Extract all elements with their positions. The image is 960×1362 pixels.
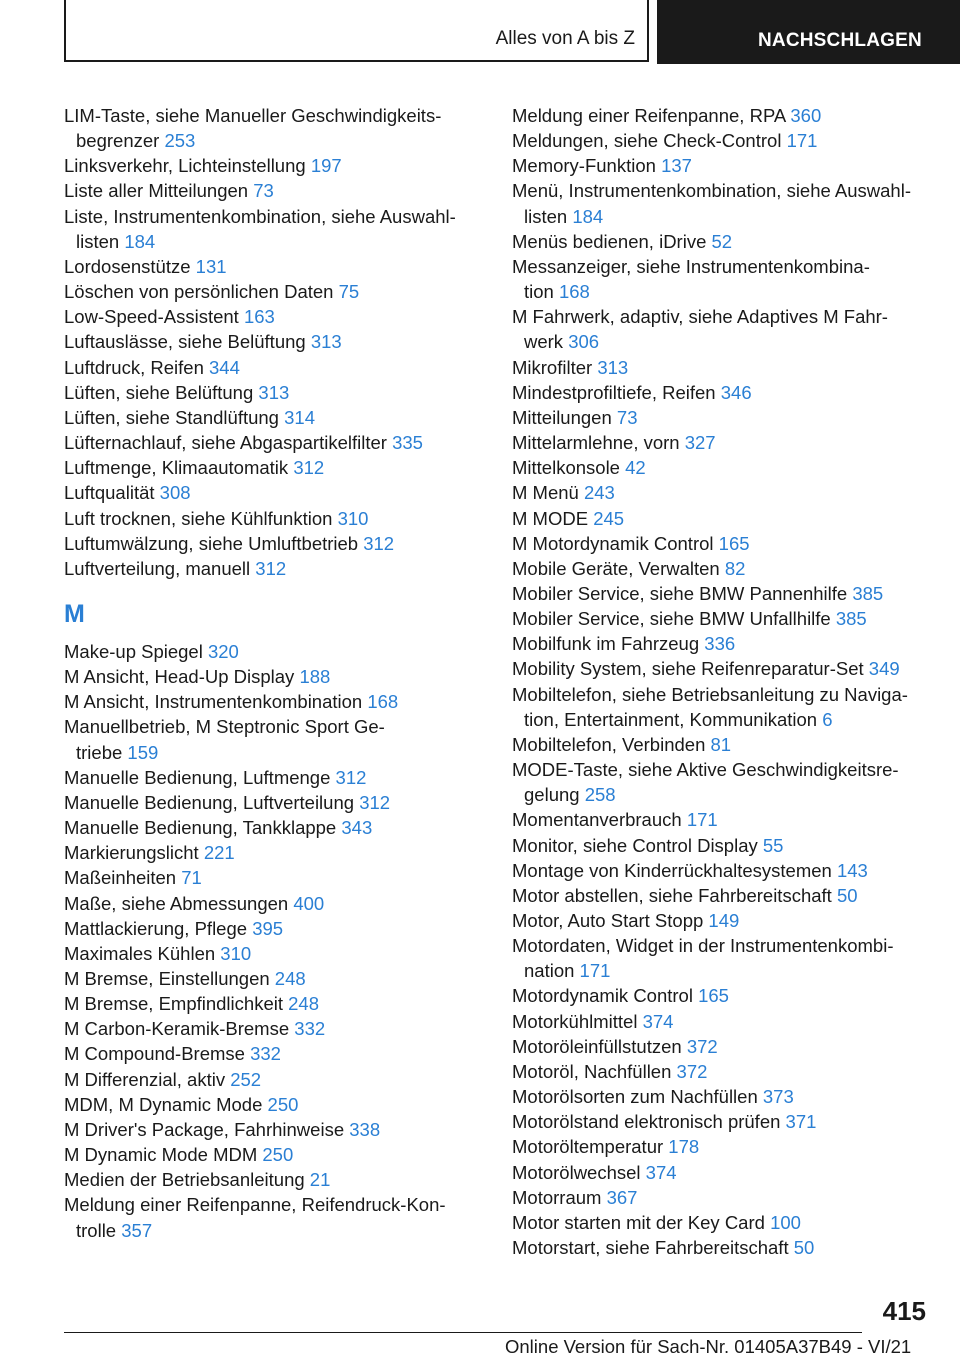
index-entry-text: LIM-Taste, siehe Manueller Geschwindigkeits- — [64, 105, 442, 126]
index-entry-text: Messanzeiger, siehe Instrumentenkombina- — [512, 255, 870, 277]
index-entry — [64, 531, 484, 556]
page-reference-link[interactable]: 395 — [252, 917, 284, 939]
footer-online-version: Online Version für Sach-Nr. 01405A37B49 - VI/21 — [505, 1336, 912, 1357]
index-entry-text: begrenzer — [76, 130, 165, 152]
index-entry-text: Mattlackierung, Pflege — [64, 917, 253, 939]
index-entry-text: Motoröleinfüllstutzen — [512, 1035, 687, 1057]
index-entry-text: Motor, Auto Start Stopp — [512, 910, 709, 931]
index-entry-text: Make-up Spiegel — [64, 640, 208, 662]
index-entry-text: Manuelle Bedienung, Tankklappe — [64, 817, 342, 839]
page-reference-link[interactable]: 360 — [790, 105, 822, 126]
page-reference-link[interactable]: 168 — [367, 691, 399, 713]
index-entry — [512, 455, 932, 480]
index-entry — [512, 1235, 932, 1260]
page-reference-link[interactable]: 163 — [243, 306, 275, 328]
page-reference-link[interactable]: 346 — [720, 381, 752, 403]
page-reference-link[interactable]: 248 — [288, 993, 319, 1015]
index-entry-text: Maße, siehe Abmessungen — [64, 892, 294, 914]
index-entry — [64, 405, 484, 430]
page-reference-link[interactable]: 371 — [785, 1111, 817, 1133]
page-reference-link[interactable]: 71 — [181, 867, 202, 889]
page-reference-link[interactable]: 372 — [676, 1060, 708, 1082]
index-entry — [512, 757, 932, 807]
index-entry — [64, 304, 484, 329]
index-entry — [64, 480, 484, 505]
index-entry-text: Linksverkehr, Lichteinstellung — [64, 155, 311, 177]
index-entry-text: Mobile Geräte, Verwalten — [512, 557, 725, 579]
page-reference-link[interactable]: 55 — [762, 834, 784, 856]
page-reference-link[interactable]: 137 — [661, 155, 692, 177]
page-reference-link[interactable]: 374 — [642, 1010, 674, 1032]
page-reference-link[interactable]: 184 — [124, 230, 156, 252]
index-entry-text: Motorstart, siehe Fahrbereitschaft — [512, 1237, 794, 1259]
index-entry-text: M Compound-Bremse — [64, 1043, 251, 1065]
page-reference-link[interactable]: 42 — [625, 457, 646, 479]
index-entry-text: M MODE — [512, 507, 594, 529]
header-title-box — [64, 0, 649, 62]
page-reference-link[interactable]: 73 — [616, 406, 638, 428]
index-entry — [64, 790, 484, 815]
index-entry-text: Manuelle Bedienung, Luftverteilung — [64, 791, 360, 813]
footer-divider — [64, 1332, 862, 1333]
index-entry — [64, 815, 484, 840]
index-entry — [512, 581, 932, 606]
index-entry — [512, 480, 932, 505]
index-entry-text: M Differenzial, aktiv — [64, 1068, 231, 1090]
index-entry-text: tion — [524, 281, 559, 303]
index-entry — [512, 556, 932, 581]
index-entry-text: nation — [524, 960, 580, 982]
page-reference-link[interactable]: 400 — [293, 892, 325, 914]
index-entry-text: Luft trocknen, siehe Kühlfunktion — [64, 507, 338, 529]
page-number: 415 — [882, 1296, 926, 1326]
index-entry — [64, 455, 484, 480]
index-entry — [64, 966, 484, 991]
index-entry — [512, 908, 932, 933]
index-entry — [64, 1041, 484, 1066]
index-entry-text: MODE-Taste, siehe Aktive Geschwindigkeitsre- — [512, 759, 899, 781]
index-entry-text: Motordynamik Control — [512, 985, 699, 1007]
index-entry — [64, 991, 484, 1016]
index-entry-text: Luftauslässe, siehe Belüftung — [64, 331, 311, 353]
page-reference-link[interactable]: 327 — [684, 432, 716, 454]
index-entry-text: Luftmenge, Klimaautomatik — [64, 457, 294, 479]
index-entry — [64, 380, 484, 405]
index-entry — [64, 639, 484, 664]
page-reference-link[interactable]: 310 — [220, 942, 252, 964]
index-entry — [512, 1160, 932, 1185]
index-entry-text: M Bremse, Empfindlichkeit — [64, 993, 289, 1015]
index-entry — [64, 153, 484, 178]
index-entry-text: werk — [524, 331, 569, 353]
index-entry-text: M Dynamic Mode MDM — [64, 1144, 263, 1166]
page-reference-link[interactable]: 50 — [836, 884, 858, 906]
index-entry-text: Motorölsorten zum Nachfüllen — [512, 1086, 763, 1108]
page-reference-link[interactable]: 52 — [711, 230, 733, 252]
page-reference-link[interactable]: 81 — [710, 733, 732, 755]
index-entry-text: Maximales Kühlen — [64, 942, 221, 964]
index-entry — [512, 606, 932, 631]
page-reference-link[interactable]: 385 — [852, 582, 884, 604]
index-entry-text: Mittelkonsole — [512, 457, 626, 479]
page-reference-link[interactable]: 344 — [209, 356, 240, 378]
page-reference-link[interactable]: 343 — [341, 817, 373, 839]
index-entry — [64, 916, 484, 941]
index-entry-text: MDM, M Dynamic Mode — [64, 1093, 268, 1115]
index-entry — [512, 807, 932, 832]
index-entry-text: Montage von Kinderrückhaltesystemen — [512, 859, 837, 881]
index-entry — [512, 506, 932, 531]
index-entry-text: Menü, Instrumentenkombination, siehe Auswahl- — [512, 180, 911, 202]
index-entry-text: Mindestprofiltiefe, Reifen — [512, 381, 721, 403]
page-reference-link[interactable]: 50 — [793, 1237, 815, 1259]
index-entry-text: Low-Speed-Assistent — [64, 306, 244, 328]
index-entry — [512, 883, 932, 908]
index-entry — [64, 1067, 484, 1092]
index-entry — [512, 355, 932, 380]
index-entry-text: Motor starten mit der Key Card — [512, 1211, 771, 1233]
page-reference-link[interactable]: 349 — [868, 658, 900, 680]
page-reference-link[interactable]: 312 — [255, 557, 287, 579]
index-entry — [512, 933, 932, 983]
page-reference-link[interactable]: 82 — [724, 557, 746, 579]
page-reference-link[interactable]: 373 — [762, 1086, 794, 1108]
index-entry-text: Mobilfunk im Fahrzeug — [512, 633, 705, 655]
index-entry — [512, 1134, 932, 1159]
index-entry-text: Mobiler Service, siehe BMW Pannenhilfe — [512, 582, 853, 604]
page-reference-link[interactable]: 310 — [337, 507, 369, 529]
index-entry-text: Lüften, siehe Standlüftung — [64, 406, 285, 428]
page-reference-link[interactable]: 73 — [253, 180, 274, 202]
index-entry — [512, 254, 932, 304]
page-reference-link[interactable]: 332 — [250, 1043, 281, 1065]
page-reference-link[interactable]: 188 — [299, 666, 331, 688]
index-entry — [64, 279, 484, 304]
page-reference-link[interactable]: 250 — [262, 1144, 294, 1166]
index-entry-text: M Driver's Package, Fahrhinweise — [64, 1118, 350, 1140]
page-reference-link[interactable]: 313 — [597, 356, 629, 378]
page-reference-link[interactable]: 320 — [207, 640, 239, 662]
page-reference-link[interactable]: 252 — [230, 1068, 262, 1090]
index-entry-text: M Ansicht, Head-Up Display — [64, 666, 300, 688]
index-entry — [64, 355, 484, 380]
index-entry-text: Manuelle Bedienung, Luftmenge — [64, 766, 336, 788]
index-entry-text: Luftdruck, Reifen — [64, 356, 209, 378]
index-entry-text: Medien der Betriebsanleitung — [64, 1169, 310, 1191]
index-entry — [64, 254, 484, 279]
index-entry-text: Motorölstand elektronisch prüfen — [512, 1111, 786, 1133]
page-reference-link[interactable]: 313 — [258, 381, 290, 403]
index-entry-text: Meldung einer Reifenpanne, RPA — [512, 105, 791, 126]
index-entry — [512, 1185, 932, 1210]
index-entry-text: Meldungen, siehe Check-Control — [512, 130, 787, 152]
page-reference-link[interactable]: 312 — [359, 791, 391, 813]
index-entry — [64, 840, 484, 865]
page-reference-link[interactable]: 171 — [579, 960, 611, 982]
index-entry-text: Luftverteilung, manuell — [64, 557, 256, 579]
index-entry-text: listen — [76, 230, 125, 252]
page-reference-link[interactable]: 100 — [770, 1211, 801, 1233]
page-reference-link[interactable]: 178 — [668, 1136, 700, 1158]
index-entry — [64, 556, 484, 581]
page-reference-link[interactable]: 336 — [704, 633, 736, 655]
page-reference-link[interactable]: 75 — [338, 281, 360, 303]
index-entry-text: listen — [524, 205, 573, 227]
index-entry — [64, 714, 484, 764]
page-reference-link[interactable]: 312 — [293, 457, 325, 479]
page-reference-link[interactable]: 314 — [284, 406, 315, 428]
index-entry — [64, 1167, 484, 1192]
index-entry — [512, 531, 932, 556]
index-entry — [512, 178, 932, 228]
index-entry-text: Motorölwechsel — [512, 1161, 646, 1183]
index-entry — [64, 765, 484, 790]
index-entry-text: Motor abstellen, siehe Fahrbereitschaft — [512, 884, 837, 906]
page-reference-link[interactable]: 159 — [127, 741, 159, 763]
index-entry-text: Mobility System, siehe Reifenreparatur-Set — [512, 658, 869, 680]
index-entry — [64, 506, 484, 531]
index-entry — [512, 380, 932, 405]
index-entry — [64, 1016, 484, 1041]
page-reference-link[interactable]: 312 — [363, 532, 395, 554]
index-entry — [512, 229, 932, 254]
page-reference-link[interactable]: 184 — [572, 205, 604, 227]
index-entry-text: Mobiler Service, siehe BMW Unfallhilfe — [512, 608, 836, 630]
page-reference-link[interactable]: 250 — [267, 1093, 299, 1115]
index-entry-text: Markierungslicht — [64, 842, 204, 864]
index-entry — [64, 103, 484, 153]
index-entry — [64, 329, 484, 354]
index-entry-text: M Carbon-Keramik-Bremse — [64, 1018, 295, 1040]
index-entry-text: Meldung einer Reifenpanne, Reifendruck-Kon- — [64, 1194, 446, 1216]
index-entry-text: Motorkühlmittel — [512, 1010, 643, 1032]
page-reference-link[interactable]: 21 — [309, 1169, 331, 1191]
index-entry — [512, 1109, 932, 1134]
index-entry — [512, 1059, 932, 1084]
index-entry-text: Mitteilungen — [512, 406, 617, 428]
page-reference-link[interactable]: 171 — [786, 130, 818, 152]
page-reference-link[interactable]: 335 — [392, 432, 423, 454]
index-entry-text: Monitor, siehe Control Display — [512, 834, 763, 856]
index-entry — [512, 430, 932, 455]
index-column-right — [512, 103, 932, 1260]
index-entry — [512, 631, 932, 656]
index-entry — [512, 1034, 932, 1059]
index-entry-text: M Ansicht, Instrumentenkombination — [64, 691, 368, 713]
page-reference-link[interactable]: 245 — [593, 507, 625, 529]
index-entry-text: Liste aller Mitteilungen — [64, 180, 254, 202]
index-entry — [512, 983, 932, 1008]
index-entry-text: M Motordynamik Control — [512, 532, 719, 554]
index-entry-text: Lüften, siehe Belüftung — [64, 381, 259, 403]
index-entry-text: M Menü — [512, 482, 584, 504]
page-reference-link[interactable]: 312 — [335, 766, 367, 788]
index-entry-text: gelung — [524, 784, 585, 806]
index-entry-text: M Fahrwerk, adaptiv, siehe Adaptives M Fahr- — [512, 306, 888, 328]
index-entry — [64, 664, 484, 689]
index-entry — [64, 204, 484, 254]
index-entry-text: Luftqualität — [64, 482, 160, 504]
page-reference-link[interactable]: 374 — [645, 1161, 677, 1183]
index-entry — [512, 1084, 932, 1109]
index-entry-text: Mobiltelefon, Verbinden — [512, 733, 711, 755]
page-reference-link[interactable]: 306 — [568, 331, 600, 353]
index-entry-text: trolle — [76, 1219, 122, 1241]
index-entry — [512, 1210, 932, 1235]
page-reference-link[interactable]: 221 — [203, 842, 235, 864]
index-entry-text: Luftumwälzung, siehe Umluftbetrieb — [64, 532, 364, 554]
page-reference-link[interactable]: 313 — [310, 331, 342, 353]
page-reference-link[interactable]: 131 — [195, 255, 227, 277]
letter-heading: M — [64, 599, 85, 628]
index-entries-m — [64, 639, 484, 1243]
index-entry-text: Motoröltemperatur — [512, 1136, 669, 1158]
page-reference-link[interactable]: 149 — [708, 910, 740, 931]
index-column-left — [64, 103, 484, 1243]
index-entry-text: triebe — [76, 741, 128, 763]
index-entries-m-continued — [512, 103, 932, 1260]
index-entry — [512, 858, 932, 883]
index-entry — [64, 1192, 484, 1242]
page-reference-link[interactable]: 171 — [686, 809, 718, 831]
index-entry — [64, 1142, 484, 1167]
index-entry — [64, 865, 484, 890]
index-entry — [512, 103, 932, 128]
page-reference-link[interactable]: 338 — [349, 1118, 381, 1140]
index-entry — [512, 1009, 932, 1034]
index-entry-text: Mobiltelefon, siehe Betriebsanleitung zu Naviga- — [512, 683, 908, 705]
page-reference-link[interactable]: 168 — [558, 281, 590, 303]
index-entry — [512, 405, 932, 430]
index-entry — [512, 732, 932, 757]
page-reference-link[interactable]: 357 — [121, 1219, 153, 1241]
index-entry — [64, 430, 484, 455]
index-entry-text: Lüfternachlauf, siehe Abgaspartikelfilter — [64, 432, 393, 454]
index-entry-text: Mittelarmlehne, vorn — [512, 432, 685, 454]
index-entry-text: Lordosenstütze — [64, 255, 196, 277]
index-entry — [512, 304, 932, 354]
index-entry — [64, 689, 484, 714]
header-title: Alles von A bis Z — [495, 28, 635, 49]
index-entry-text: tion, Entertainment, Kommunikation — [524, 708, 823, 730]
index-entry — [64, 891, 484, 916]
index-entry-text: Momentanverbrauch — [512, 809, 687, 831]
page-reference-link[interactable]: 385 — [835, 608, 867, 630]
page-reference-link[interactable]: 165 — [698, 985, 729, 1007]
index-entry-text: Motoröl, Nachfüllen — [512, 1060, 677, 1082]
index-entry — [512, 833, 932, 858]
page-reference-link[interactable]: 143 — [836, 859, 868, 881]
index-entry-text: Liste, Instrumentenkombination, siehe Auswahl- — [64, 205, 456, 227]
page-reference-link[interactable]: 258 — [584, 784, 616, 806]
index-entry-text: Memory-Funktion — [512, 155, 662, 177]
page-reference-link[interactable]: 165 — [718, 532, 750, 554]
index-entry-text: Motordaten, Widget in der Instrumentenkombi- — [512, 935, 894, 957]
index-entry — [512, 656, 932, 681]
index-entry — [512, 153, 932, 178]
index-entry — [64, 1092, 484, 1117]
index-entry-text: Motorraum — [512, 1186, 607, 1208]
header-section-tab — [657, 0, 960, 64]
page-reference-link[interactable]: 6 — [822, 708, 833, 730]
index-entry — [64, 178, 484, 203]
page-reference-link[interactable]: 248 — [274, 968, 306, 989]
page-reference-link[interactable]: 197 — [310, 155, 342, 177]
page-reference-link[interactable]: 308 — [159, 482, 191, 504]
page-reference-link[interactable]: 332 — [294, 1018, 326, 1040]
page-reference-link[interactable]: 253 — [164, 130, 196, 152]
index-entry-text: Löschen von persönlichen Daten — [64, 281, 339, 303]
page-reference-link[interactable]: 372 — [686, 1035, 718, 1057]
index-entry-text: Menüs bedienen, iDrive — [512, 230, 712, 252]
page-reference-link[interactable]: 367 — [606, 1186, 638, 1208]
index-entry-text: Mikrofilter — [512, 356, 598, 378]
index-entry — [512, 128, 932, 153]
index-entry-text: Maßeinheiten — [64, 867, 182, 889]
page-reference-link[interactable]: 243 — [583, 482, 615, 504]
index-entry-text: Manuellbetrieb, M Steptronic Sport Ge- — [64, 716, 385, 738]
index-entry-text: M Bremse, Einstellungen — [64, 968, 275, 989]
index-entry — [64, 941, 484, 966]
header-section-label: NACHSCHLAGEN — [758, 30, 922, 51]
index-entry — [64, 1117, 484, 1142]
index-entry — [512, 682, 932, 732]
index-entries-l — [64, 103, 484, 581]
